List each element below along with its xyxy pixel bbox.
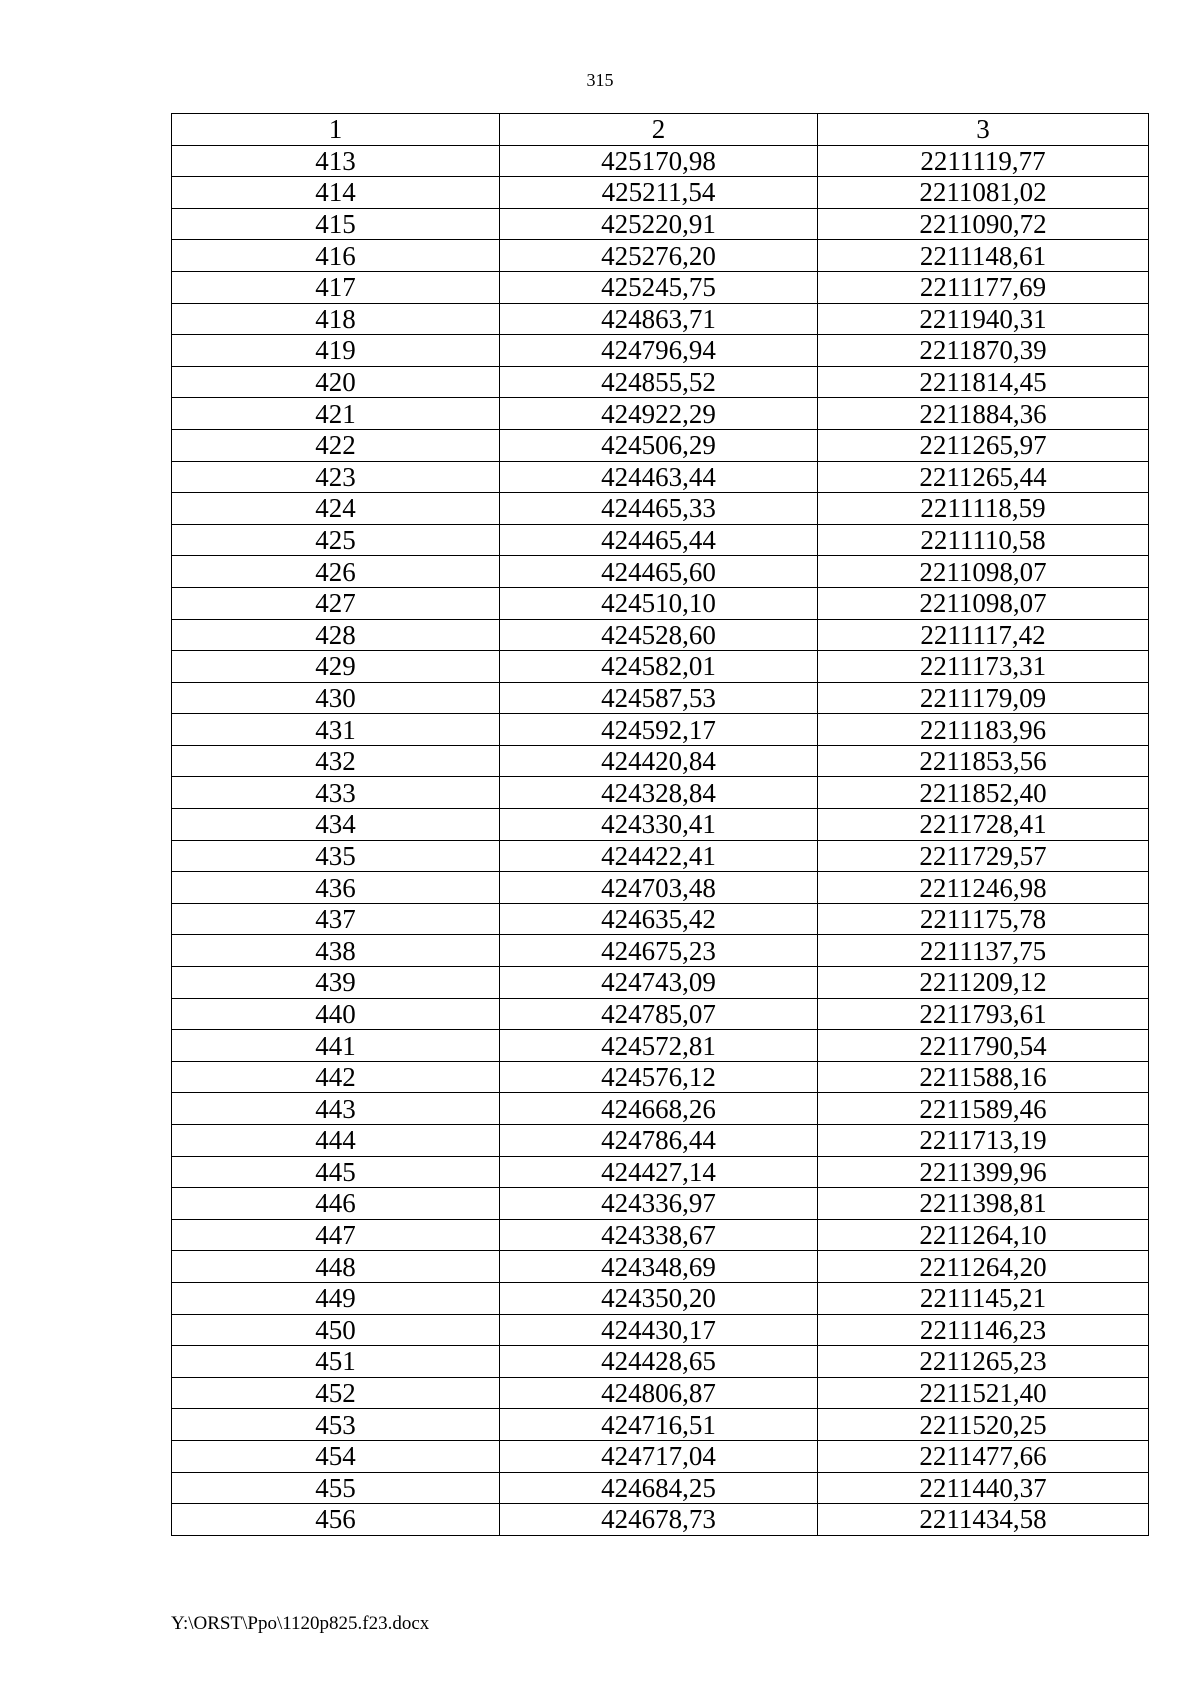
point-number-cell: 448 (172, 1251, 500, 1283)
x-coordinate-cell: 424786,44 (500, 1125, 818, 1157)
y-coordinate-cell: 2211399,96 (818, 1156, 1149, 1188)
point-number-cell: 434 (172, 809, 500, 841)
x-coordinate-cell: 424506,29 (500, 429, 818, 461)
x-coordinate-cell: 424428,65 (500, 1346, 818, 1378)
y-coordinate-cell: 2211477,66 (818, 1440, 1149, 1472)
table-header-row (172, 114, 1149, 146)
x-coordinate-cell: 424587,53 (500, 682, 818, 714)
x-coordinate-cell: 424350,20 (500, 1282, 818, 1314)
point-number-cell: 429 (172, 651, 500, 683)
table-row (172, 303, 1149, 335)
table-row (172, 714, 1149, 746)
table-row (172, 1409, 1149, 1441)
point-number-cell: 435 (172, 840, 500, 872)
point-number-cell: 428 (172, 619, 500, 651)
x-coordinate-cell: 424922,29 (500, 398, 818, 430)
point-number-cell: 443 (172, 1093, 500, 1125)
table-row (172, 777, 1149, 809)
x-coordinate-cell: 424684,25 (500, 1472, 818, 1504)
x-coordinate-cell: 424582,01 (500, 651, 818, 683)
y-coordinate-cell: 2211146,23 (818, 1314, 1149, 1346)
table-row (172, 1472, 1149, 1504)
point-number-cell: 417 (172, 271, 500, 303)
y-coordinate-cell: 2211520,25 (818, 1409, 1149, 1441)
table-row (172, 398, 1149, 430)
point-number-cell: 418 (172, 303, 500, 335)
table-row (172, 335, 1149, 367)
y-coordinate-cell: 2211264,10 (818, 1219, 1149, 1251)
point-number-cell: 421 (172, 398, 500, 430)
x-coordinate-cell: 424863,71 (500, 303, 818, 335)
table-row (172, 1282, 1149, 1314)
column-header-1: 1 (172, 114, 500, 146)
y-coordinate-cell: 2211118,59 (818, 493, 1149, 525)
point-number-cell: 451 (172, 1346, 500, 1378)
point-number-cell: 423 (172, 461, 500, 493)
table-row (172, 840, 1149, 872)
x-coordinate-cell: 424330,41 (500, 809, 818, 841)
x-coordinate-cell: 424465,33 (500, 493, 818, 525)
x-coordinate-cell: 424703,48 (500, 872, 818, 904)
table-row (172, 429, 1149, 461)
x-coordinate-cell: 424430,17 (500, 1314, 818, 1346)
y-coordinate-cell: 2211264,20 (818, 1251, 1149, 1283)
y-coordinate-cell: 2211179,09 (818, 682, 1149, 714)
table-row (172, 1061, 1149, 1093)
point-number-cell: 449 (172, 1282, 500, 1314)
x-coordinate-cell: 425170,98 (500, 145, 818, 177)
y-coordinate-cell: 2211117,42 (818, 619, 1149, 651)
x-coordinate-cell: 424572,81 (500, 1030, 818, 1062)
point-number-cell: 455 (172, 1472, 500, 1504)
y-coordinate-cell: 2211793,61 (818, 998, 1149, 1030)
table-row (172, 493, 1149, 525)
y-coordinate-cell: 2211090,72 (818, 208, 1149, 240)
y-coordinate-cell: 2211265,97 (818, 429, 1149, 461)
x-coordinate-cell: 424785,07 (500, 998, 818, 1030)
x-coordinate-cell: 424427,14 (500, 1156, 818, 1188)
table-row (172, 1314, 1149, 1346)
point-number-cell: 432 (172, 745, 500, 777)
column-header-3: 3 (818, 114, 1149, 146)
x-coordinate-cell: 425211,54 (500, 177, 818, 209)
x-coordinate-cell: 424465,44 (500, 524, 818, 556)
table-row (172, 998, 1149, 1030)
table-row (172, 1093, 1149, 1125)
y-coordinate-cell: 2211870,39 (818, 335, 1149, 367)
table-row (172, 177, 1149, 209)
point-number-cell: 431 (172, 714, 500, 746)
x-coordinate-cell: 424668,26 (500, 1093, 818, 1125)
table-row (172, 1440, 1149, 1472)
y-coordinate-cell: 2211098,07 (818, 587, 1149, 619)
point-number-cell: 456 (172, 1504, 500, 1536)
table-row (172, 556, 1149, 588)
y-coordinate-cell: 2211110,58 (818, 524, 1149, 556)
x-coordinate-cell: 424422,41 (500, 840, 818, 872)
point-number-cell: 430 (172, 682, 500, 714)
y-coordinate-cell: 2211713,19 (818, 1125, 1149, 1157)
y-coordinate-cell: 2211145,21 (818, 1282, 1149, 1314)
footer-file-path: Y:\ORST\Ppo\1120p825.f23.docx (171, 1613, 430, 1634)
page-number: 315 (586, 70, 614, 90)
point-number-cell: 437 (172, 903, 500, 935)
y-coordinate-cell: 2211098,07 (818, 556, 1149, 588)
point-number-cell: 440 (172, 998, 500, 1030)
table-row (172, 872, 1149, 904)
table-row (172, 271, 1149, 303)
point-number-cell: 436 (172, 872, 500, 904)
x-coordinate-cell: 424678,73 (500, 1504, 818, 1536)
table-row (172, 903, 1149, 935)
x-coordinate-cell: 424717,04 (500, 1440, 818, 1472)
point-number-cell: 452 (172, 1377, 500, 1409)
table-row (172, 1346, 1149, 1378)
y-coordinate-cell: 2211440,37 (818, 1472, 1149, 1504)
point-number-cell: 414 (172, 177, 500, 209)
y-coordinate-cell: 2211434,58 (818, 1504, 1149, 1536)
table-row (172, 524, 1149, 556)
y-coordinate-cell: 2211265,44 (818, 461, 1149, 493)
table-row (172, 809, 1149, 841)
point-number-cell: 425 (172, 524, 500, 556)
x-coordinate-cell: 424328,84 (500, 777, 818, 809)
y-coordinate-cell: 2211246,98 (818, 872, 1149, 904)
point-number-cell: 444 (172, 1125, 500, 1157)
y-coordinate-cell: 2211177,69 (818, 271, 1149, 303)
y-coordinate-cell: 2211588,16 (818, 1061, 1149, 1093)
y-coordinate-cell: 2211081,02 (818, 177, 1149, 209)
x-coordinate-cell: 424528,60 (500, 619, 818, 651)
table-row (172, 240, 1149, 272)
x-coordinate-cell: 424576,12 (500, 1061, 818, 1093)
x-coordinate-cell: 424592,17 (500, 714, 818, 746)
y-coordinate-cell: 2211209,12 (818, 967, 1149, 999)
table-row (172, 208, 1149, 240)
x-coordinate-cell: 424855,52 (500, 366, 818, 398)
y-coordinate-cell: 2211940,31 (818, 303, 1149, 335)
x-coordinate-cell: 424743,09 (500, 967, 818, 999)
y-coordinate-cell: 2211175,78 (818, 903, 1149, 935)
x-coordinate-cell: 424338,67 (500, 1219, 818, 1251)
point-number-cell: 453 (172, 1409, 500, 1441)
table-row (172, 1504, 1149, 1536)
point-number-cell: 450 (172, 1314, 500, 1346)
table-row (172, 366, 1149, 398)
y-coordinate-cell: 2211884,36 (818, 398, 1149, 430)
point-number-cell: 446 (172, 1188, 500, 1220)
table-row (172, 745, 1149, 777)
y-coordinate-cell: 2211728,41 (818, 809, 1149, 841)
point-number-cell: 427 (172, 587, 500, 619)
point-number-cell: 438 (172, 935, 500, 967)
x-coordinate-cell: 425245,75 (500, 271, 818, 303)
y-coordinate-cell: 2211790,54 (818, 1030, 1149, 1062)
x-coordinate-cell: 424420,84 (500, 745, 818, 777)
x-coordinate-cell: 425220,91 (500, 208, 818, 240)
x-coordinate-cell: 424510,10 (500, 587, 818, 619)
table-header (172, 114, 1149, 146)
y-coordinate-cell: 2211148,61 (818, 240, 1149, 272)
y-coordinate-cell: 2211398,81 (818, 1188, 1149, 1220)
y-coordinate-cell: 2211137,75 (818, 935, 1149, 967)
y-coordinate-cell: 2211814,45 (818, 366, 1149, 398)
point-number-cell: 441 (172, 1030, 500, 1062)
point-number-cell: 442 (172, 1061, 500, 1093)
x-coordinate-cell: 424796,94 (500, 335, 818, 367)
point-number-cell: 447 (172, 1219, 500, 1251)
table-body (172, 145, 1149, 1535)
y-coordinate-cell: 2211729,57 (818, 840, 1149, 872)
x-coordinate-cell: 424806,87 (500, 1377, 818, 1409)
column-header-2: 2 (500, 114, 818, 146)
x-coordinate-cell: 424675,23 (500, 935, 818, 967)
table-row (172, 1125, 1149, 1157)
coordinates-table-container (171, 113, 1148, 1536)
coordinates-table (171, 113, 1149, 1536)
y-coordinate-cell: 2211853,56 (818, 745, 1149, 777)
y-coordinate-cell: 2211521,40 (818, 1377, 1149, 1409)
point-number-cell: 415 (172, 208, 500, 240)
table-row (172, 461, 1149, 493)
table-row (172, 1251, 1149, 1283)
table-row (172, 587, 1149, 619)
table-row (172, 1188, 1149, 1220)
y-coordinate-cell: 2211265,23 (818, 1346, 1149, 1378)
point-number-cell: 424 (172, 493, 500, 525)
table-row (172, 935, 1149, 967)
y-coordinate-cell: 2211173,31 (818, 651, 1149, 683)
point-number-cell: 420 (172, 366, 500, 398)
point-number-cell: 439 (172, 967, 500, 999)
x-coordinate-cell: 424635,42 (500, 903, 818, 935)
table-row (172, 651, 1149, 683)
point-number-cell: 454 (172, 1440, 500, 1472)
x-coordinate-cell: 424716,51 (500, 1409, 818, 1441)
y-coordinate-cell: 2211852,40 (818, 777, 1149, 809)
table-row (172, 145, 1149, 177)
x-coordinate-cell: 424336,97 (500, 1188, 818, 1220)
y-coordinate-cell: 2211589,46 (818, 1093, 1149, 1125)
y-coordinate-cell: 2211183,96 (818, 714, 1149, 746)
point-number-cell: 422 (172, 429, 500, 461)
table-row (172, 967, 1149, 999)
point-number-cell: 433 (172, 777, 500, 809)
table-row (172, 1156, 1149, 1188)
point-number-cell: 413 (172, 145, 500, 177)
table-row (172, 682, 1149, 714)
point-number-cell: 445 (172, 1156, 500, 1188)
point-number-cell: 416 (172, 240, 500, 272)
point-number-cell: 419 (172, 335, 500, 367)
table-row (172, 1030, 1149, 1062)
point-number-cell: 426 (172, 556, 500, 588)
x-coordinate-cell: 425276,20 (500, 240, 818, 272)
x-coordinate-cell: 424465,60 (500, 556, 818, 588)
table-row (172, 1377, 1149, 1409)
table-row (172, 619, 1149, 651)
table-row (172, 1219, 1149, 1251)
x-coordinate-cell: 424463,44 (500, 461, 818, 493)
x-coordinate-cell: 424348,69 (500, 1251, 818, 1283)
y-coordinate-cell: 2211119,77 (818, 145, 1149, 177)
